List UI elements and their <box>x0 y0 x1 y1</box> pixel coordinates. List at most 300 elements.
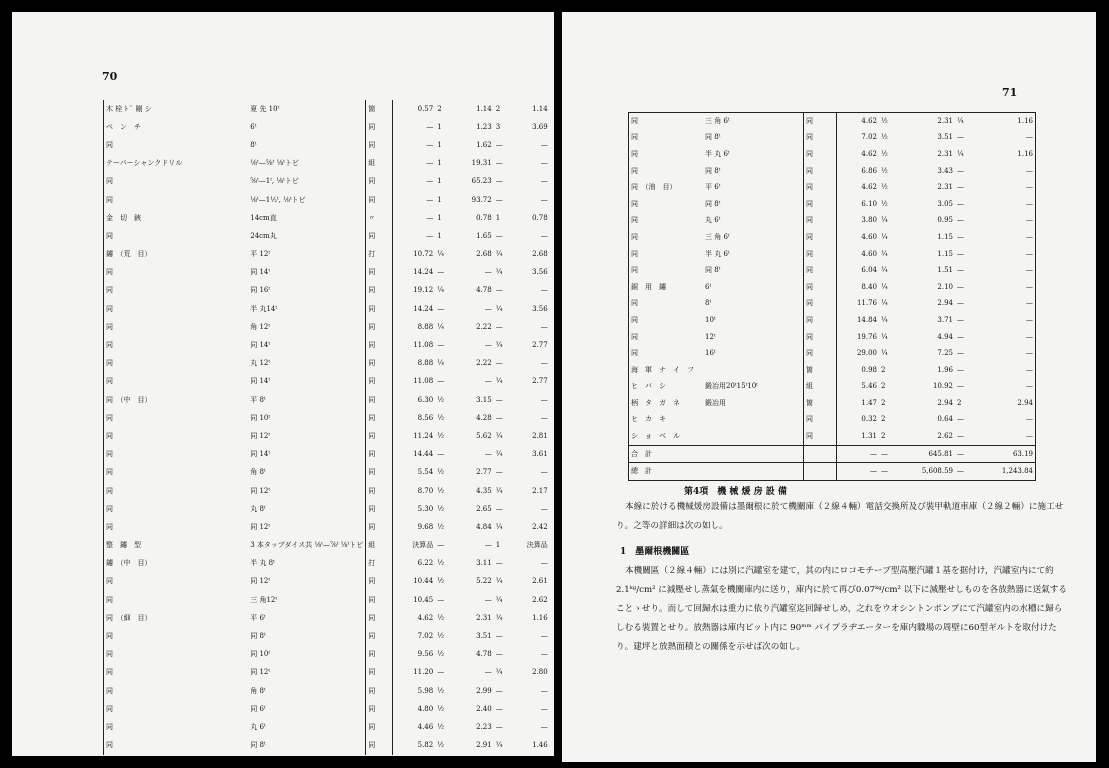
table-cell: 2 <box>437 104 442 113</box>
table-cell: 同 <box>106 668 113 677</box>
table-cell: — <box>540 704 548 713</box>
table-cell: — <box>540 468 548 477</box>
table-cell: ¼ <box>881 299 888 308</box>
table-cell: ¼ <box>881 232 888 241</box>
table-cell <box>184 482 248 500</box>
table-row <box>104 591 550 609</box>
table-cell: 14.84 <box>837 312 880 329</box>
table-cell: 5.62 <box>476 431 492 440</box>
table-cell: 14cm直 <box>250 213 277 222</box>
table-cell: 14.24 <box>393 264 436 282</box>
table-cell: — <box>1026 199 1033 208</box>
table-cell: 同 <box>804 130 837 147</box>
table-cell: 同 <box>804 146 837 163</box>
table-cell: 同 <box>366 573 393 591</box>
table-cell: — <box>393 227 436 245</box>
table-cell <box>184 173 248 191</box>
table-cell: — <box>955 463 975 481</box>
table-cell: 同 <box>804 213 837 230</box>
table-cell: 平 8ᵗ <box>250 395 266 404</box>
table-cell: — <box>437 341 445 350</box>
table-cell: 同 <box>366 682 393 700</box>
table-cell: — <box>1026 266 1033 275</box>
table-cell: 同 <box>106 413 113 422</box>
table-cell: 2.77 <box>532 341 548 350</box>
table-cell: 同 <box>804 113 837 130</box>
table-cell: — <box>957 382 964 391</box>
table-cell: 2.31 <box>476 613 492 622</box>
table-cell: ½ <box>437 704 444 713</box>
table-cell: — <box>957 282 964 291</box>
table-cell: 同 <box>366 646 393 664</box>
table-cell: — <box>957 216 964 225</box>
table-cell: ⅝ᵗ—1ᵗ, ⅛ᵗトビ <box>250 177 299 186</box>
table-cell: 同 <box>106 741 113 750</box>
table-cell: 1.16 <box>532 613 548 622</box>
table-cell: 同 12ᵗ <box>250 431 271 440</box>
table-row <box>629 213 1036 230</box>
table-cell: 夏 先 10ᵗ <box>250 104 280 113</box>
table-cell: 同 <box>366 591 393 609</box>
table-row <box>629 179 1036 196</box>
table-cell: 8.88 <box>393 318 436 336</box>
table-cell: — <box>1026 315 1033 324</box>
table-cell: — <box>495 231 503 240</box>
table-cell: 同 <box>804 312 837 329</box>
table-row <box>104 737 550 755</box>
table-cell: 同 <box>631 199 638 208</box>
table-cell: ½ <box>437 431 444 440</box>
table-row <box>104 209 550 227</box>
table-cell: 2.31 <box>937 183 953 192</box>
table-cell: 4.62 <box>837 179 880 196</box>
table-cell: 同 <box>106 486 113 495</box>
table-cell <box>184 155 248 173</box>
table-cell <box>184 246 248 264</box>
table-cell: — <box>437 268 445 277</box>
table-cell: 同 8ᵗ <box>250 741 266 750</box>
table-cell: 同 16ᵗ <box>250 286 271 295</box>
table-cell: 6ᵗ <box>250 122 257 131</box>
table-cell: 1 <box>437 177 442 186</box>
body-paragraph: 本機關區（２線４輛）には別に汽罐室を建て，其の内にロコモチーブ型高壓汽罐１基を据付け，汽罐室内にて約 2.1ᵏᵍ/cm² に減壓せし蒸氣を機關庫内に送り，庫内に於て再び0.07ᵏᵍ/cm² 以下に減壓せしものを各放熱器に送氣することゝせり。而して回歸水は重力に依り汽罐室迄回歸せしめ，之れをウオシントンポンプにて汽罐室内の水槽に歸らしむる裝置とせり。放熱器は庫内ピット内に 90ᵐᵐ パイプラヂエーターを庫内職場の周壁に60型ギルトを取付けたり。建坪と放熱面積との關係を示せば次の如し。 <box>616 566 1067 652</box>
table-cell: 8.56 <box>393 409 436 427</box>
table-cell: — <box>540 686 548 695</box>
table-cell: 同 <box>631 349 638 358</box>
table-row <box>629 146 1036 163</box>
table-row <box>104 336 550 354</box>
table-cell: 同 <box>106 595 113 604</box>
table-cell: 0.57 <box>393 100 436 118</box>
table-cell: ½ <box>437 686 444 695</box>
table-cell: 同 <box>366 500 393 518</box>
table-cell: 鋸 用 鑢 <box>631 282 666 291</box>
intro-paragraph: 本線に於ける機械煖房設備は墨爾根に於て機關庫（２線４輛）電話交換所及び裝甲軌道車庫（２線２輛）に施工せり。之等の詳細は次の如し。 <box>616 502 1064 531</box>
table-cell: 2.77 <box>532 377 548 386</box>
table-cell: 5.82 <box>393 737 436 755</box>
table-cell: 14.24 <box>393 300 436 318</box>
table-cell: 同 8ᵗ <box>705 166 721 175</box>
table-cell: 2 <box>881 415 886 424</box>
table-cell: — <box>957 199 964 208</box>
table-cell: 同 <box>106 431 113 440</box>
table-cell: 3.56 <box>532 268 548 277</box>
table-cell: 3 <box>495 122 501 131</box>
table-cell: 同 <box>804 246 837 263</box>
table-cell: 2 <box>881 398 886 407</box>
table-cell: 同 14ᵗ <box>250 450 271 459</box>
table-cell: 同 <box>366 718 393 736</box>
table-cell: 同 <box>804 296 837 313</box>
table-cell: ¼ <box>495 522 503 531</box>
table-cell: 8ᵗ <box>705 299 712 308</box>
table-cell: 柄 タ ガ ネ <box>631 398 680 407</box>
table-cell: 2.62 <box>532 595 548 604</box>
table-cell <box>184 373 248 391</box>
table-row <box>629 463 1036 481</box>
table-cell: 4.35 <box>476 486 492 495</box>
table-cell: ½ <box>881 116 888 125</box>
table-cell: ¼ <box>495 341 503 350</box>
table-cell: 3.15 <box>476 395 492 404</box>
table-cell: 鑢 （荒 目） <box>106 250 152 259</box>
table-cell: 3.11 <box>476 559 492 568</box>
table-cell: — <box>540 395 548 404</box>
table-cell: — <box>1026 133 1033 142</box>
table-cell: 1 <box>437 140 442 149</box>
table-cell: 4.46 <box>393 718 436 736</box>
table-row <box>104 282 550 300</box>
table-cell: 8.40 <box>837 279 880 296</box>
table-cell: 7.02 <box>393 627 436 645</box>
table-cell: 11.24 <box>393 427 436 445</box>
table-cell: 1 <box>437 159 442 168</box>
table-cell: 同 <box>366 518 393 536</box>
table-cell: 角 8ᵗ <box>250 468 266 477</box>
table-cell: 箇 <box>804 395 837 412</box>
table-cell: 鍛冶用 <box>705 398 726 407</box>
table-cell: 10.44 <box>393 573 436 591</box>
table-cell: 同 10ᵗ <box>250 650 271 659</box>
table-cell: 同 （油 目） <box>631 183 677 192</box>
table-cell: 同 <box>804 345 837 362</box>
table-cell: — <box>393 136 436 154</box>
table-cell: — <box>393 191 436 209</box>
table-cell: 4.62 <box>837 146 880 163</box>
table-cell: — <box>879 445 897 463</box>
table-cell <box>184 518 248 536</box>
table-cell: 同 <box>106 522 113 531</box>
table-cell: 2.22 <box>476 322 492 331</box>
table-cell: — <box>540 195 548 204</box>
table-cell: — <box>495 159 503 168</box>
table-cell: 海 軍 ナ イ フ <box>631 365 694 374</box>
table-cell <box>184 446 248 464</box>
table-cell: 4.78 <box>476 286 492 295</box>
table-row <box>104 136 550 154</box>
table-row <box>629 329 1036 346</box>
table-cell: 2.65 <box>476 504 492 513</box>
table-cell: 10.45 <box>393 591 436 609</box>
table-cell: 同 <box>106 450 113 459</box>
table-cell: — <box>495 632 503 641</box>
table-cell: ¼ <box>495 741 503 750</box>
table-cell: — <box>484 595 492 604</box>
table-cell: 10ᵗ <box>705 315 716 324</box>
table-cell: 同 <box>106 341 113 350</box>
table-cell: — <box>957 415 964 424</box>
table-cell: 19.76 <box>837 329 880 346</box>
table-cell: ½ <box>881 149 888 158</box>
table-cell: — <box>393 118 436 136</box>
table-cell: — <box>837 463 880 481</box>
table-cell: 同 （中 目） <box>106 395 152 404</box>
table-cell: — <box>540 286 548 295</box>
table-cell: 同 12ᵗ <box>250 668 271 677</box>
table-cell: 9.56 <box>393 646 436 664</box>
table-cell: 同 <box>366 336 393 354</box>
table-cell: 1.15 <box>937 249 953 258</box>
table-cell: 2.42 <box>532 522 548 531</box>
table-cell: — <box>1026 183 1033 192</box>
table-cell: — <box>495 686 503 695</box>
table-cell: ½ <box>437 613 444 622</box>
table-cell: 同 <box>804 196 837 213</box>
table-cell: 3.56 <box>532 304 548 313</box>
table-cell: 4.84 <box>476 522 492 531</box>
table-cell: 打 <box>366 555 393 573</box>
table-cell: — <box>495 704 503 713</box>
table-cell: 同 <box>106 722 113 731</box>
table-row <box>629 312 1036 329</box>
table-row <box>104 391 550 409</box>
table-cell: 5.54 <box>393 464 436 482</box>
table-cell: — <box>484 268 492 277</box>
table-cell: 2.31 <box>937 149 953 158</box>
table-cell: 同 <box>366 227 393 245</box>
table-cell: — <box>957 266 964 275</box>
table-cell: 4.60 <box>837 229 880 246</box>
table-cell: ¼ <box>957 149 964 158</box>
table-cell: ヒ バ シ <box>631 382 666 391</box>
table-cell <box>184 118 248 136</box>
table-cell: — <box>495 195 503 204</box>
table-cell <box>184 227 248 245</box>
table-cell: 0.78 <box>532 213 548 222</box>
table-cell: 整 鑢 型 <box>106 541 141 550</box>
table-cell: ¼ <box>881 249 888 258</box>
table-cell: 決算品 <box>526 541 548 550</box>
table-cell: — <box>1026 382 1033 391</box>
table-cell: ½ <box>881 166 888 175</box>
table-cell: 1.51 <box>937 266 953 275</box>
table-cell: — <box>495 413 503 422</box>
table-cell: 同 <box>631 149 638 158</box>
table-cell: — <box>437 668 445 677</box>
table-cell: 1 <box>437 231 442 240</box>
table-row <box>104 664 550 682</box>
table-cell: 1.16 <box>1017 149 1033 158</box>
table-cell: 同 <box>106 140 113 149</box>
table-cell: 同 <box>366 191 393 209</box>
table-cell: 4.28 <box>476 413 492 422</box>
table-cell: 3.51 <box>937 133 953 142</box>
table-cell <box>184 355 248 373</box>
table-cell <box>184 573 248 591</box>
table-cell: 6.22 <box>393 555 436 573</box>
table-cell: 同 <box>366 627 393 645</box>
table-cell: 組 <box>804 379 837 396</box>
table-row <box>104 446 550 464</box>
table-cell: 4.62 <box>837 113 880 130</box>
table-cell <box>184 300 248 318</box>
table-cell: 同 <box>366 136 393 154</box>
table-cell: ½ <box>437 504 444 513</box>
table-cell: ¼ <box>881 332 888 341</box>
table-cell: 2.94 <box>937 398 953 407</box>
table-cell: 同 （細 目） <box>106 613 152 622</box>
table-cell: 10.92 <box>932 382 953 391</box>
table-cell: — <box>437 595 445 604</box>
table-cell: — <box>957 133 964 142</box>
table-cell: 組 <box>366 155 393 173</box>
table-cell: 2.94 <box>1017 398 1033 407</box>
table-cell: — <box>495 468 503 477</box>
table-cell: 同 <box>106 195 113 204</box>
table-cell: 同 <box>366 609 393 627</box>
table-cell: 同 <box>106 231 113 240</box>
table-cell: 同 <box>106 304 113 313</box>
table-cell: 5.46 <box>837 379 880 396</box>
table-cell: 7.25 <box>937 349 953 358</box>
table-cell: 同 <box>804 412 837 429</box>
table-cell: ½ <box>437 650 444 659</box>
table-cell: 〃 <box>366 209 393 227</box>
table-cell: 2.81 <box>532 431 548 440</box>
table-cell: — <box>1026 216 1033 225</box>
table-cell: 0.78 <box>476 213 492 222</box>
table-cell: 2.23 <box>476 722 492 731</box>
table-cell: 同 14ᵗ <box>250 377 271 386</box>
table-cell: 2.62 <box>937 432 953 441</box>
table-row <box>629 345 1036 362</box>
table-cell: 2.68 <box>476 250 492 259</box>
table-cell: 2 <box>881 432 886 441</box>
table-cell: 2 <box>495 104 501 113</box>
table-cell: — <box>437 450 445 459</box>
table-cell: ¼ <box>495 268 503 277</box>
table-cell: 4.80 <box>393 700 436 718</box>
table-cell: 3.51 <box>476 632 492 641</box>
tool-inventory-table-right <box>628 112 1036 481</box>
table-cell: 1.96 <box>937 365 953 374</box>
table-cell: — <box>957 432 964 441</box>
table-cell: 同 <box>366 737 393 755</box>
table-cell: ¼ <box>495 304 503 313</box>
table-cell: 木 栓 ﾄ ﾞ 剛 シ <box>106 104 152 113</box>
left-page <box>12 12 554 756</box>
table-cell: 1.47 <box>837 395 880 412</box>
table-cell: ¼ <box>437 286 444 295</box>
table-cell: — <box>495 395 503 404</box>
table-cell: 2.91 <box>476 741 492 750</box>
table-cell: 1,243.84 <box>975 463 1036 481</box>
table-cell: ½ <box>437 722 444 731</box>
table-row <box>104 246 550 264</box>
table-row <box>104 518 550 536</box>
section-heading: 第4項 機 械 煖 房 設 備 <box>684 487 787 497</box>
book-gutter <box>554 0 562 768</box>
table-cell <box>184 427 248 445</box>
table-cell: 1.62 <box>476 140 492 149</box>
table-cell: 1.65 <box>476 231 492 240</box>
table-cell: 2.94 <box>937 299 953 308</box>
table-cell: — <box>1026 432 1033 441</box>
table-row <box>629 379 1036 396</box>
table-cell: 同 <box>631 315 638 324</box>
table-row <box>104 173 550 191</box>
table-cell <box>184 500 248 518</box>
table-cell: 5.30 <box>393 500 436 518</box>
table-cell <box>184 191 248 209</box>
table-cell: 同 <box>366 173 393 191</box>
table-cell: 同 <box>804 329 837 346</box>
table-cell <box>184 264 248 282</box>
table-row <box>104 227 550 245</box>
table-cell: — <box>1026 232 1033 241</box>
table-cell: 平 6ᵗ <box>250 613 266 622</box>
table-cell: 同 14ᵗ <box>250 341 271 350</box>
table-cell: ベ ン チ <box>106 122 141 131</box>
table-cell <box>184 409 248 427</box>
table-cell: ヒ カ キ <box>631 415 666 424</box>
table-cell: 丸 12ᵗ <box>250 359 271 368</box>
table-cell <box>703 412 804 429</box>
table-cell: 半 丸 8ᵗ <box>250 559 275 568</box>
table-cell: — <box>484 541 492 550</box>
table-row <box>629 229 1036 246</box>
table-row <box>104 191 550 209</box>
table-cell: ¼ <box>881 282 888 291</box>
table-row <box>104 318 550 336</box>
table-cell: 平 6ᵗ <box>705 183 721 192</box>
table-cell: 半 丸 6ᵗ <box>705 249 730 258</box>
table-cell: — <box>540 177 548 186</box>
table-row <box>104 409 550 427</box>
table-cell: 2.31 <box>937 116 953 125</box>
table-cell <box>184 209 248 227</box>
table-cell: 3.71 <box>937 315 953 324</box>
table-cell: ¼ <box>495 613 503 622</box>
table-cell: ½ <box>437 632 444 641</box>
table-cell: 同 <box>366 409 393 427</box>
table-cell: 同 8ᵗ <box>250 632 266 641</box>
table-cell: — <box>540 650 548 659</box>
table-cell: — <box>957 332 964 341</box>
table-cell: 同 <box>106 359 113 368</box>
table-cell: 3.80 <box>837 213 880 230</box>
table-cell: 1 <box>437 195 442 204</box>
table-cell: 19.12 <box>393 282 436 300</box>
table-cell: — <box>540 722 548 731</box>
table-cell: 箇 <box>804 362 837 379</box>
table-row <box>104 646 550 664</box>
table-cell: 同 <box>106 177 113 186</box>
table-cell: 2.80 <box>532 668 548 677</box>
table-row <box>629 445 1036 463</box>
table-cell: ½ <box>437 559 444 568</box>
table-cell: 2 <box>881 382 886 391</box>
